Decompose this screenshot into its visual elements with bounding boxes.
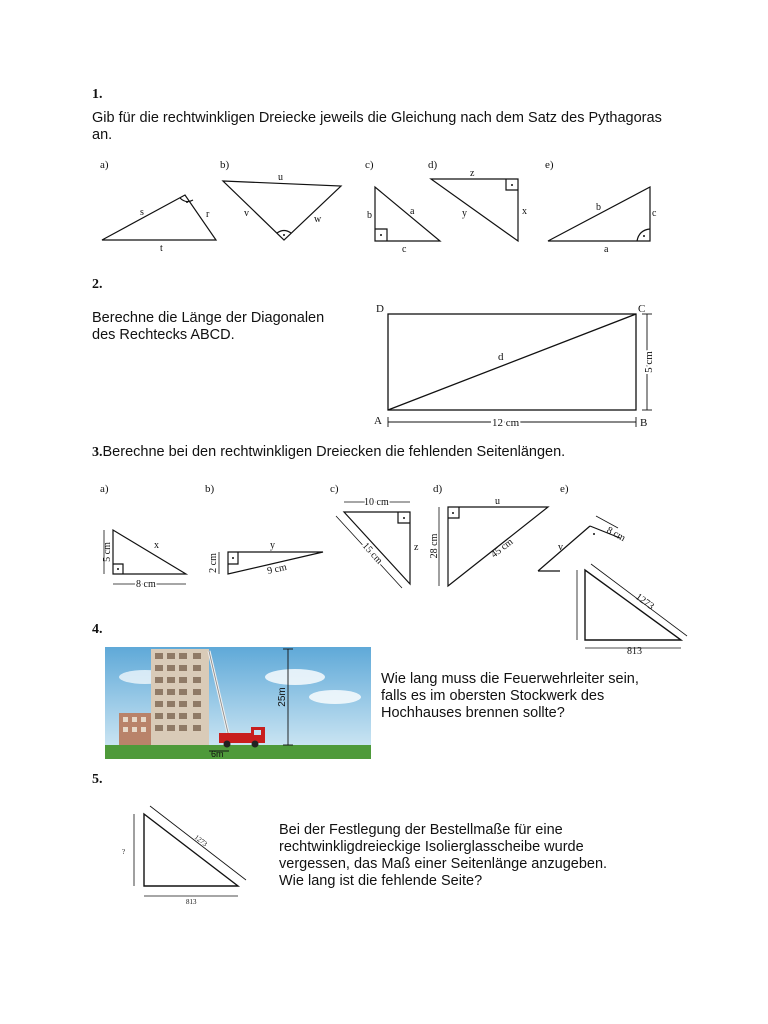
ex2-corner-b: B	[640, 417, 648, 429]
ex4-number: 4.	[92, 622, 103, 637]
ex1-a-side-r: r	[206, 209, 210, 220]
ex3-e-given: 8 cm	[604, 524, 628, 544]
ex1-figures	[0, 150, 768, 262]
ex5-glass-triangle	[144, 814, 238, 886]
ex2-diagonal	[388, 314, 636, 410]
ex1-triangle-d	[431, 179, 518, 241]
ex1-e-side-b: b	[596, 202, 601, 213]
ex3-c-given-top: 10 cm	[364, 497, 389, 508]
ex5-text-line3: vergessen, das Maß einer Seitenlänge anzugeben.	[279, 856, 608, 872]
ex3-instruction: Berechne bei den rechtwinkligen Dreiecken die fehlenden Seitenlängen.	[102, 444, 566, 460]
ex1-fig-d-label: d)	[428, 159, 438, 171]
ex3-e-drawing-hyp: 1273	[633, 591, 656, 613]
ex1-c-side-a: a	[410, 206, 415, 217]
ex1-a-side-t: t	[160, 243, 163, 254]
ex3-fig-c-label: c)	[330, 483, 339, 495]
ex4-text-line2: falls es im obersten Stockwerk des	[381, 688, 605, 704]
ex1-fig-e-label: e)	[545, 159, 554, 171]
ex3-b-given-height: 2 cm	[208, 553, 219, 573]
ex1-e-side-c: c	[652, 208, 657, 219]
ex2-corner-a: A	[374, 415, 382, 427]
ex5-number: 5.	[92, 772, 103, 787]
ex4-text-line1: Wie lang muss die Feuerwehrleiter sein,	[381, 671, 639, 687]
ex5-glass-drawing	[120, 800, 260, 910]
ex3-e-glass-triangle	[585, 570, 681, 640]
ex2-instruction-line1: Berechne die Länge der Diagonalen	[92, 310, 325, 326]
ex1-a-side-s: s	[140, 207, 144, 218]
ex3-fig-b-label: b)	[205, 483, 215, 495]
ex1-b-side-u: u	[278, 172, 283, 183]
ex1-instruction: Gib für die rechtwinkligen Dreiecke jeweils die Gleichung nach dem Satz des Pythagoras an.	[92, 110, 662, 143]
ex1-triangle-e	[548, 187, 650, 241]
ex1-e-side-a: a	[604, 244, 609, 255]
ex5-missing-label: ?	[122, 848, 126, 856]
ex3-d-given-height: 28 cm	[429, 533, 440, 559]
ex3-d-unknown: u	[495, 496, 500, 507]
ex3-a-unknown: x	[154, 540, 159, 551]
ex2-height-label: 5 cm	[643, 351, 655, 373]
ex3-heading	[92, 444, 565, 461]
ex3-b-unknown: y	[270, 540, 275, 551]
ex2-diagonal-label: d	[498, 351, 504, 363]
ex1-triangle-a	[102, 195, 216, 240]
ex3-e-unknown: v	[558, 542, 563, 553]
ex1-fig-b-label: b)	[220, 159, 230, 171]
ex5-hyp-label: 1273	[192, 833, 209, 849]
ex1-triangle-c	[375, 187, 440, 241]
ex1-fig-c-label: c)	[365, 159, 374, 171]
ex5-text-line1: Bei der Festlegung der Bestellmaße für eine	[279, 822, 563, 838]
ex1-b-side-w: w	[314, 214, 322, 225]
ex5-text-line4: Wie lang ist die fehlende Seite?	[279, 873, 483, 889]
ex3-fig-a-label: a)	[100, 483, 109, 495]
ex2-corner-c: C	[638, 303, 646, 315]
ex3-a-given-height: 5 cm	[102, 542, 113, 562]
ex2-instruction-line2: des Rechtecks ABCD.	[92, 327, 235, 343]
ex1-d-side-z: z	[470, 168, 475, 179]
ex3-fig-d-label: d)	[433, 483, 443, 495]
ex1-b-side-v: v	[244, 208, 249, 219]
ex1-c-side-c: c	[402, 244, 407, 255]
ex1-c-side-b: b	[367, 210, 372, 221]
ex3-fig-e-label: e)	[560, 483, 569, 495]
ex5-text-line2: rechtwinkligdreieckige Isolierglasscheibe wurde	[279, 839, 584, 855]
ex5-base-label: 813	[186, 898, 197, 906]
ex2-width-label: 12 cm	[492, 417, 520, 429]
ex4-distance-label: 6m	[211, 749, 224, 759]
ex1-number: 1.	[92, 87, 103, 102]
ex3-a-given-base: 8 cm	[136, 579, 156, 590]
ex1-fig-a-label: a)	[100, 159, 109, 171]
ex1-d-side-y: y	[462, 208, 467, 219]
ex3-triangle-a	[113, 530, 186, 574]
ex3-e-drawing-base: 813	[627, 646, 642, 656]
ex2-rectangle-figure	[360, 298, 670, 432]
ex4-text-line3: Hochhauses brennen sollte?	[381, 705, 565, 721]
ex3-c-unknown: z	[414, 542, 419, 553]
ex3-c-given-hyp: 15 cm	[359, 540, 385, 567]
ex2-corner-d: D	[376, 303, 384, 315]
ex4-height-label: 25m	[277, 687, 288, 707]
ex3-e-technical-drawing	[555, 560, 695, 656]
ex3-number: 3.	[92, 445, 103, 460]
ex2-number: 2.	[92, 277, 103, 292]
ex3-b-given-hyp: 9 cm	[266, 561, 288, 577]
ex4-firetruck-illustration	[105, 647, 371, 759]
ex1-d-side-x: x	[522, 206, 527, 217]
ex3-d-given-hyp: 45 cm	[489, 536, 516, 561]
